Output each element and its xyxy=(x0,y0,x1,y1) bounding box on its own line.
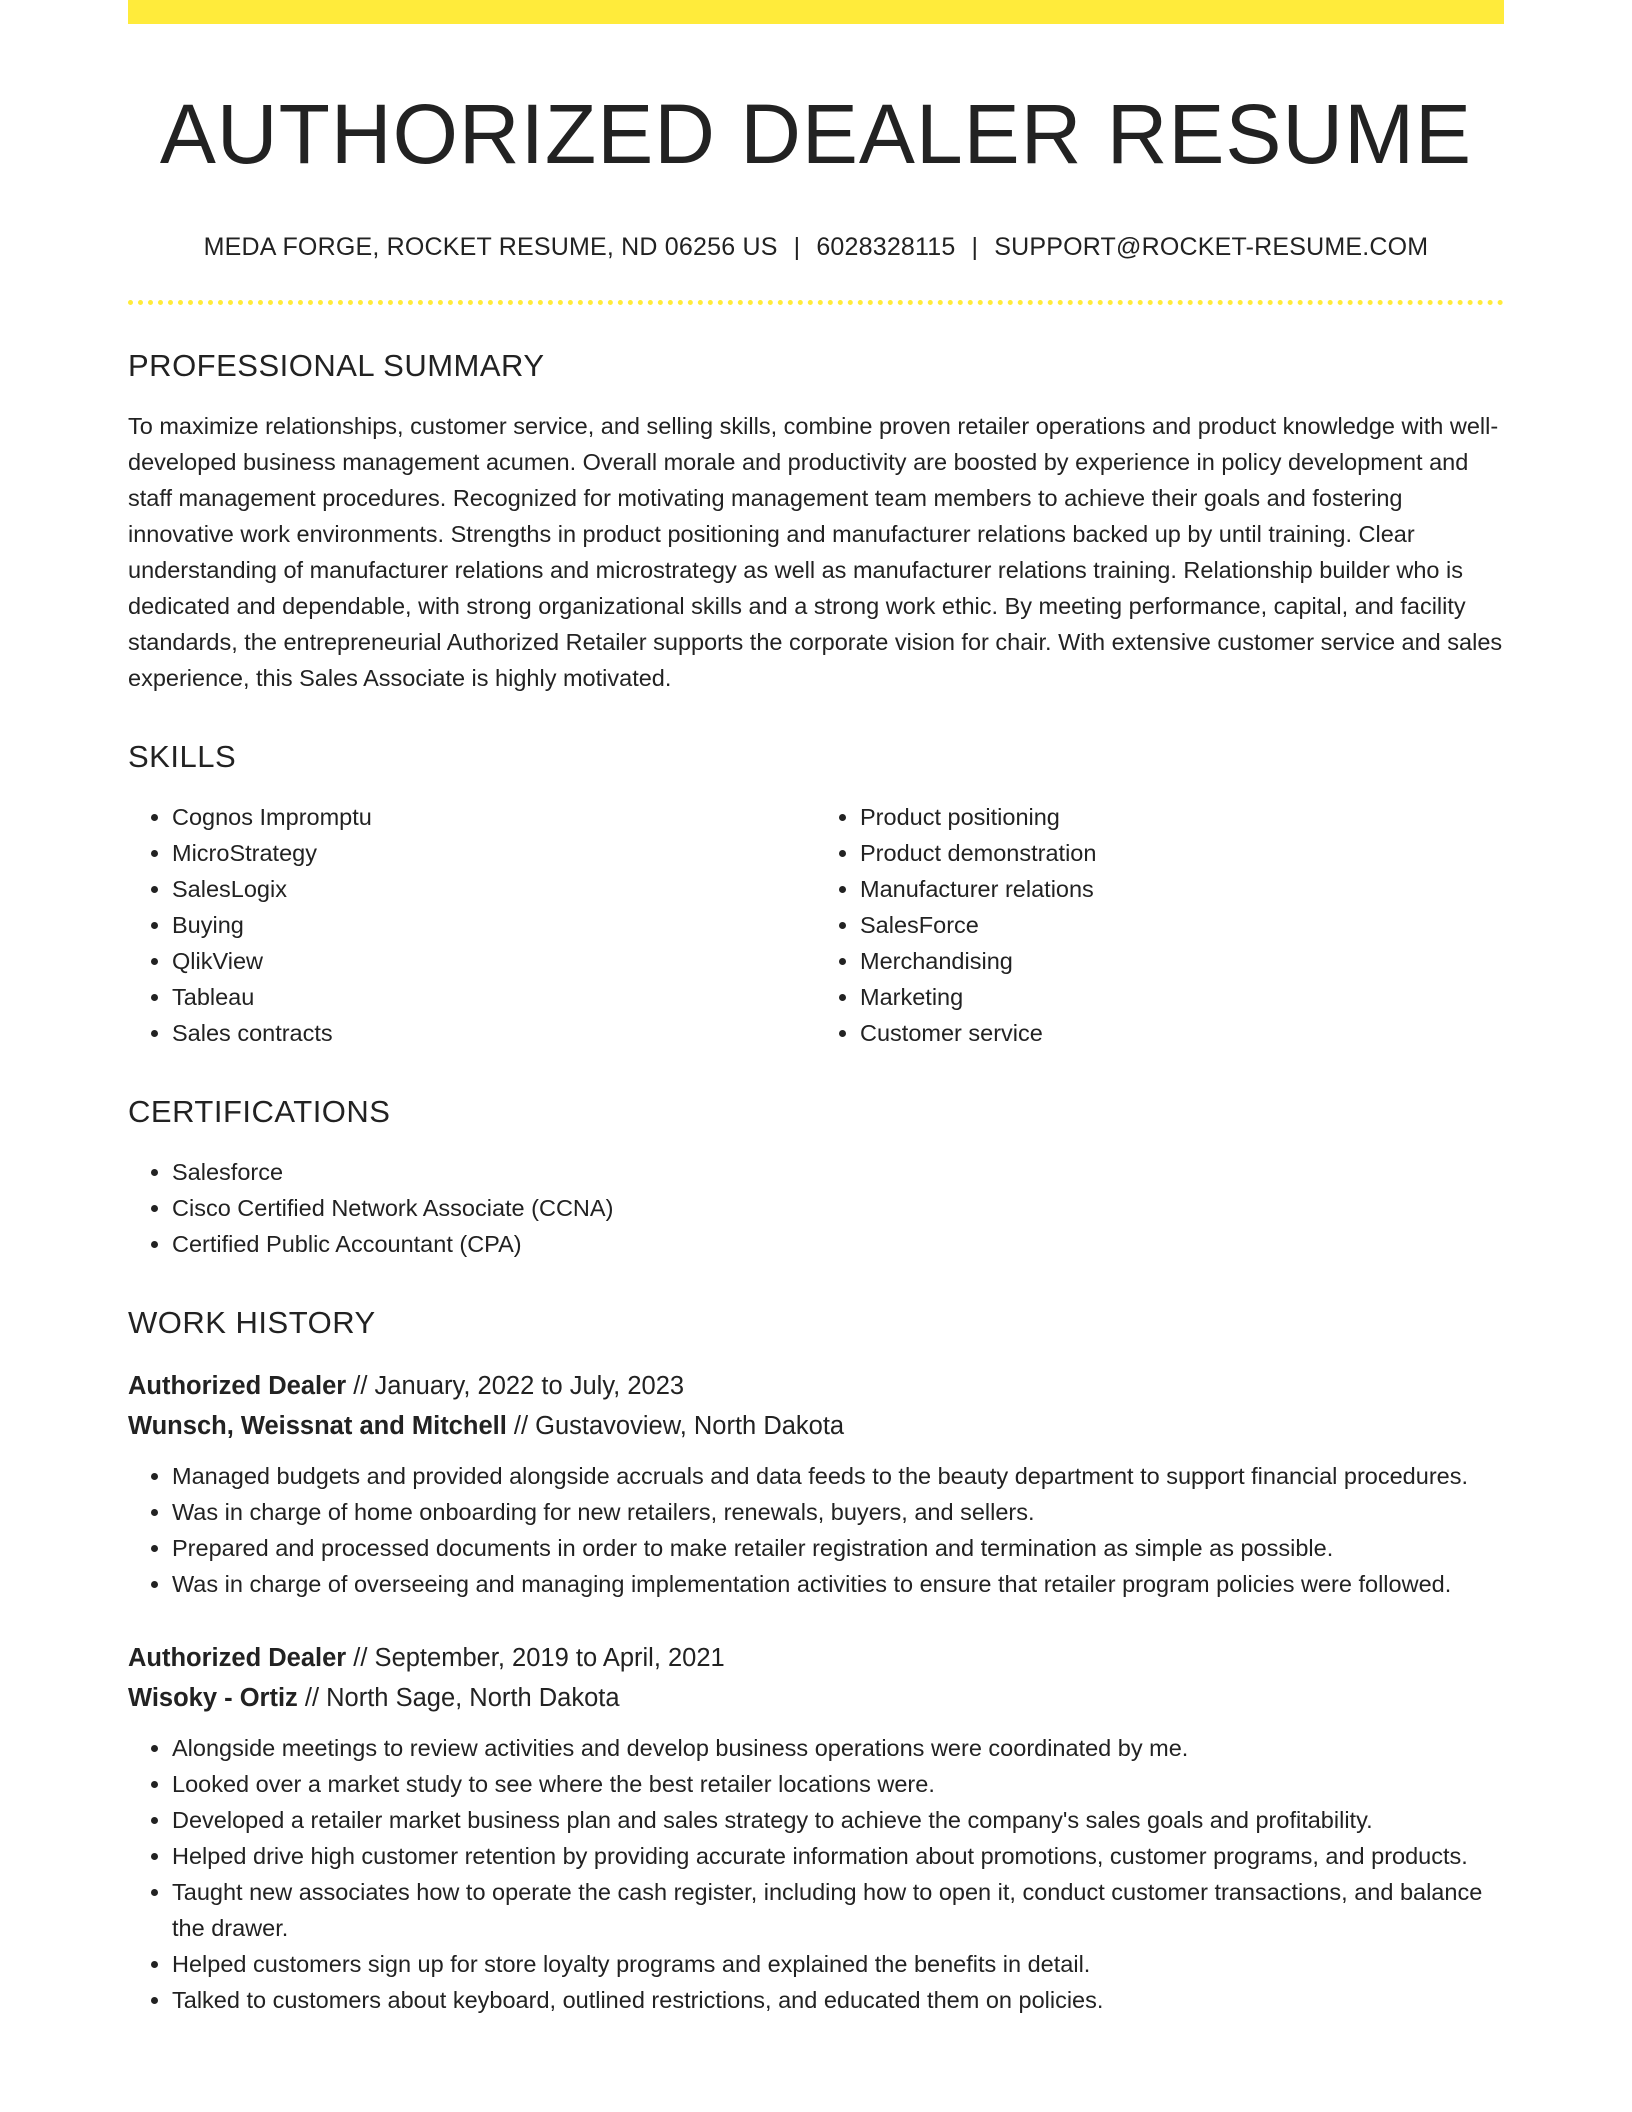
dotted-divider xyxy=(128,300,1504,305)
job-entry xyxy=(128,1366,1504,1602)
job-dates: // September, 2019 to April, 2021 xyxy=(346,1643,725,1672)
skill-item: • SalesLogix xyxy=(172,871,816,907)
contact-line xyxy=(128,233,1504,262)
skills-heading: SKILLS xyxy=(128,738,237,774)
skill-item: • MicroStrategy xyxy=(172,835,816,871)
job-bullets xyxy=(128,1458,1504,1602)
accent-top-bar xyxy=(128,0,1504,24)
skill-item: • Merchandising xyxy=(860,943,1504,979)
skill-item: • Tableau xyxy=(172,979,816,1015)
skill-item: • Product demonstration xyxy=(860,835,1504,871)
job-bullet: • Developed a retailer market business plan and sales strategy to achieve the company's sales goals and profitability. xyxy=(172,1802,1504,1838)
skill-item: • SalesForce xyxy=(860,907,1504,943)
certification-item: • Certified Public Accountant (CPA) xyxy=(172,1226,1504,1262)
contact-phone: 6028328115 xyxy=(816,232,956,261)
job-company: Wisoky - Ortiz xyxy=(128,1683,298,1712)
job-location: // North Sage, North Dakota xyxy=(297,1683,620,1712)
job-bullet: • Looked over a market study to see where the best retailer locations were. xyxy=(172,1766,1504,1802)
job-location: // Gustavoview, North Dakota xyxy=(506,1411,845,1440)
skills-list-right xyxy=(816,799,1504,1051)
job-bullet: • Talked to customers about keyboard, outlined restrictions, and educated them on policies. xyxy=(172,1982,1504,2018)
skill-item: • Manufacturer relations xyxy=(860,871,1504,907)
contact-email[interactable]: SUPPORT@ROCKET-RESUME.COM xyxy=(994,232,1429,261)
certification-item: • Salesforce xyxy=(172,1154,1504,1190)
resume-title: AUTHORIZED DEALER RESUME xyxy=(159,87,1473,181)
job-title-line xyxy=(128,1638,1504,1678)
job-bullet: • Alongside meetings to review activities and develop business operations were coordinated by me. xyxy=(172,1730,1504,1766)
job-bullet: • Helped drive high customer retention by providing accurate information about promotions, customer programs, and products. xyxy=(172,1838,1504,1874)
contact-separator: | xyxy=(971,232,979,261)
job-dates: // January, 2022 to July, 2023 xyxy=(346,1371,685,1400)
job-company: Wunsch, Weissnat and Mitchell xyxy=(128,1411,507,1440)
job-bullets xyxy=(128,1730,1504,2018)
skill-item: • Customer service xyxy=(860,1015,1504,1051)
resume-page xyxy=(128,0,1504,2018)
certifications-heading: CERTIFICATIONS xyxy=(128,1094,391,1130)
job-company-line xyxy=(128,1406,1504,1446)
job-bullet: • Prepared and processed documents in order to make retailer registration and termination as simple as possible. xyxy=(172,1530,1504,1566)
certification-item: • Cisco Certified Network Associate (CCNA) xyxy=(172,1190,1504,1226)
job-bullet: • Helped customers sign up for store loyalty programs and explained the benefits in detail. xyxy=(172,1946,1504,1982)
job-bullet: • Managed budgets and provided alongside accruals and data feeds to the beauty department to support financial procedures. xyxy=(172,1458,1504,1494)
summary-text: To maximize relationships, customer service, and selling skills, combine proven retailer operations and product knowledge with well-developed business management acumen. Overall morale and productivity are boosted by experience in policy development and staff management procedures. Recognized for motivating management team members to achieve their goals and fostering innovative work environments. Strengths in product positioning and manufacturer relations backed up by until training. Clear understanding of manufacturer relations and microstrategy as well as manufacturer relations training. Relationship builder who is dedicated and dependable, with strong organizational skills and a strong work ethic. By meeting performance, capital, and facility standards, the entrepreneurial Authorized Retailer supports the corporate vision for chair. With extensive customer service and sales experience, this Sales Associate is highly motivated. xyxy=(128,412,1503,691)
summary-heading: PROFESSIONAL SUMMARY xyxy=(128,347,545,383)
skill-item: • Buying xyxy=(172,907,816,943)
skills-columns xyxy=(128,799,1504,1051)
work-history-heading: WORK HISTORY xyxy=(128,1305,376,1341)
certifications-list xyxy=(128,1154,1504,1262)
contact-address: MEDA FORGE, ROCKET RESUME, ND 06256 US xyxy=(203,232,778,261)
contact-separator: | xyxy=(793,232,801,261)
skills-list-left xyxy=(128,799,816,1051)
job-bullet: • Was in charge of overseeing and managing implementation activities to ensure that retailer program policies were followed. xyxy=(172,1566,1504,1602)
job-entry xyxy=(128,1638,1504,2018)
job-title-line xyxy=(128,1366,1504,1406)
job-bullet: • Taught new associates how to operate the cash register, including how to open it, conduct customer transactions, and balance the drawer. xyxy=(172,1874,1504,1946)
job-title: Authorized Dealer xyxy=(128,1371,347,1400)
skill-item: • Sales contracts xyxy=(172,1015,816,1051)
job-bullet: • Was in charge of home onboarding for new retailers, renewals, buyers, and sellers. xyxy=(172,1494,1504,1530)
job-company-line xyxy=(128,1678,1504,1718)
skill-item: • Cognos Impromptu xyxy=(172,799,816,835)
skill-item: • Product positioning xyxy=(860,799,1504,835)
skill-item: • Marketing xyxy=(860,979,1504,1015)
job-title: Authorized Dealer xyxy=(128,1643,347,1672)
skill-item: • QlikView xyxy=(172,943,816,979)
